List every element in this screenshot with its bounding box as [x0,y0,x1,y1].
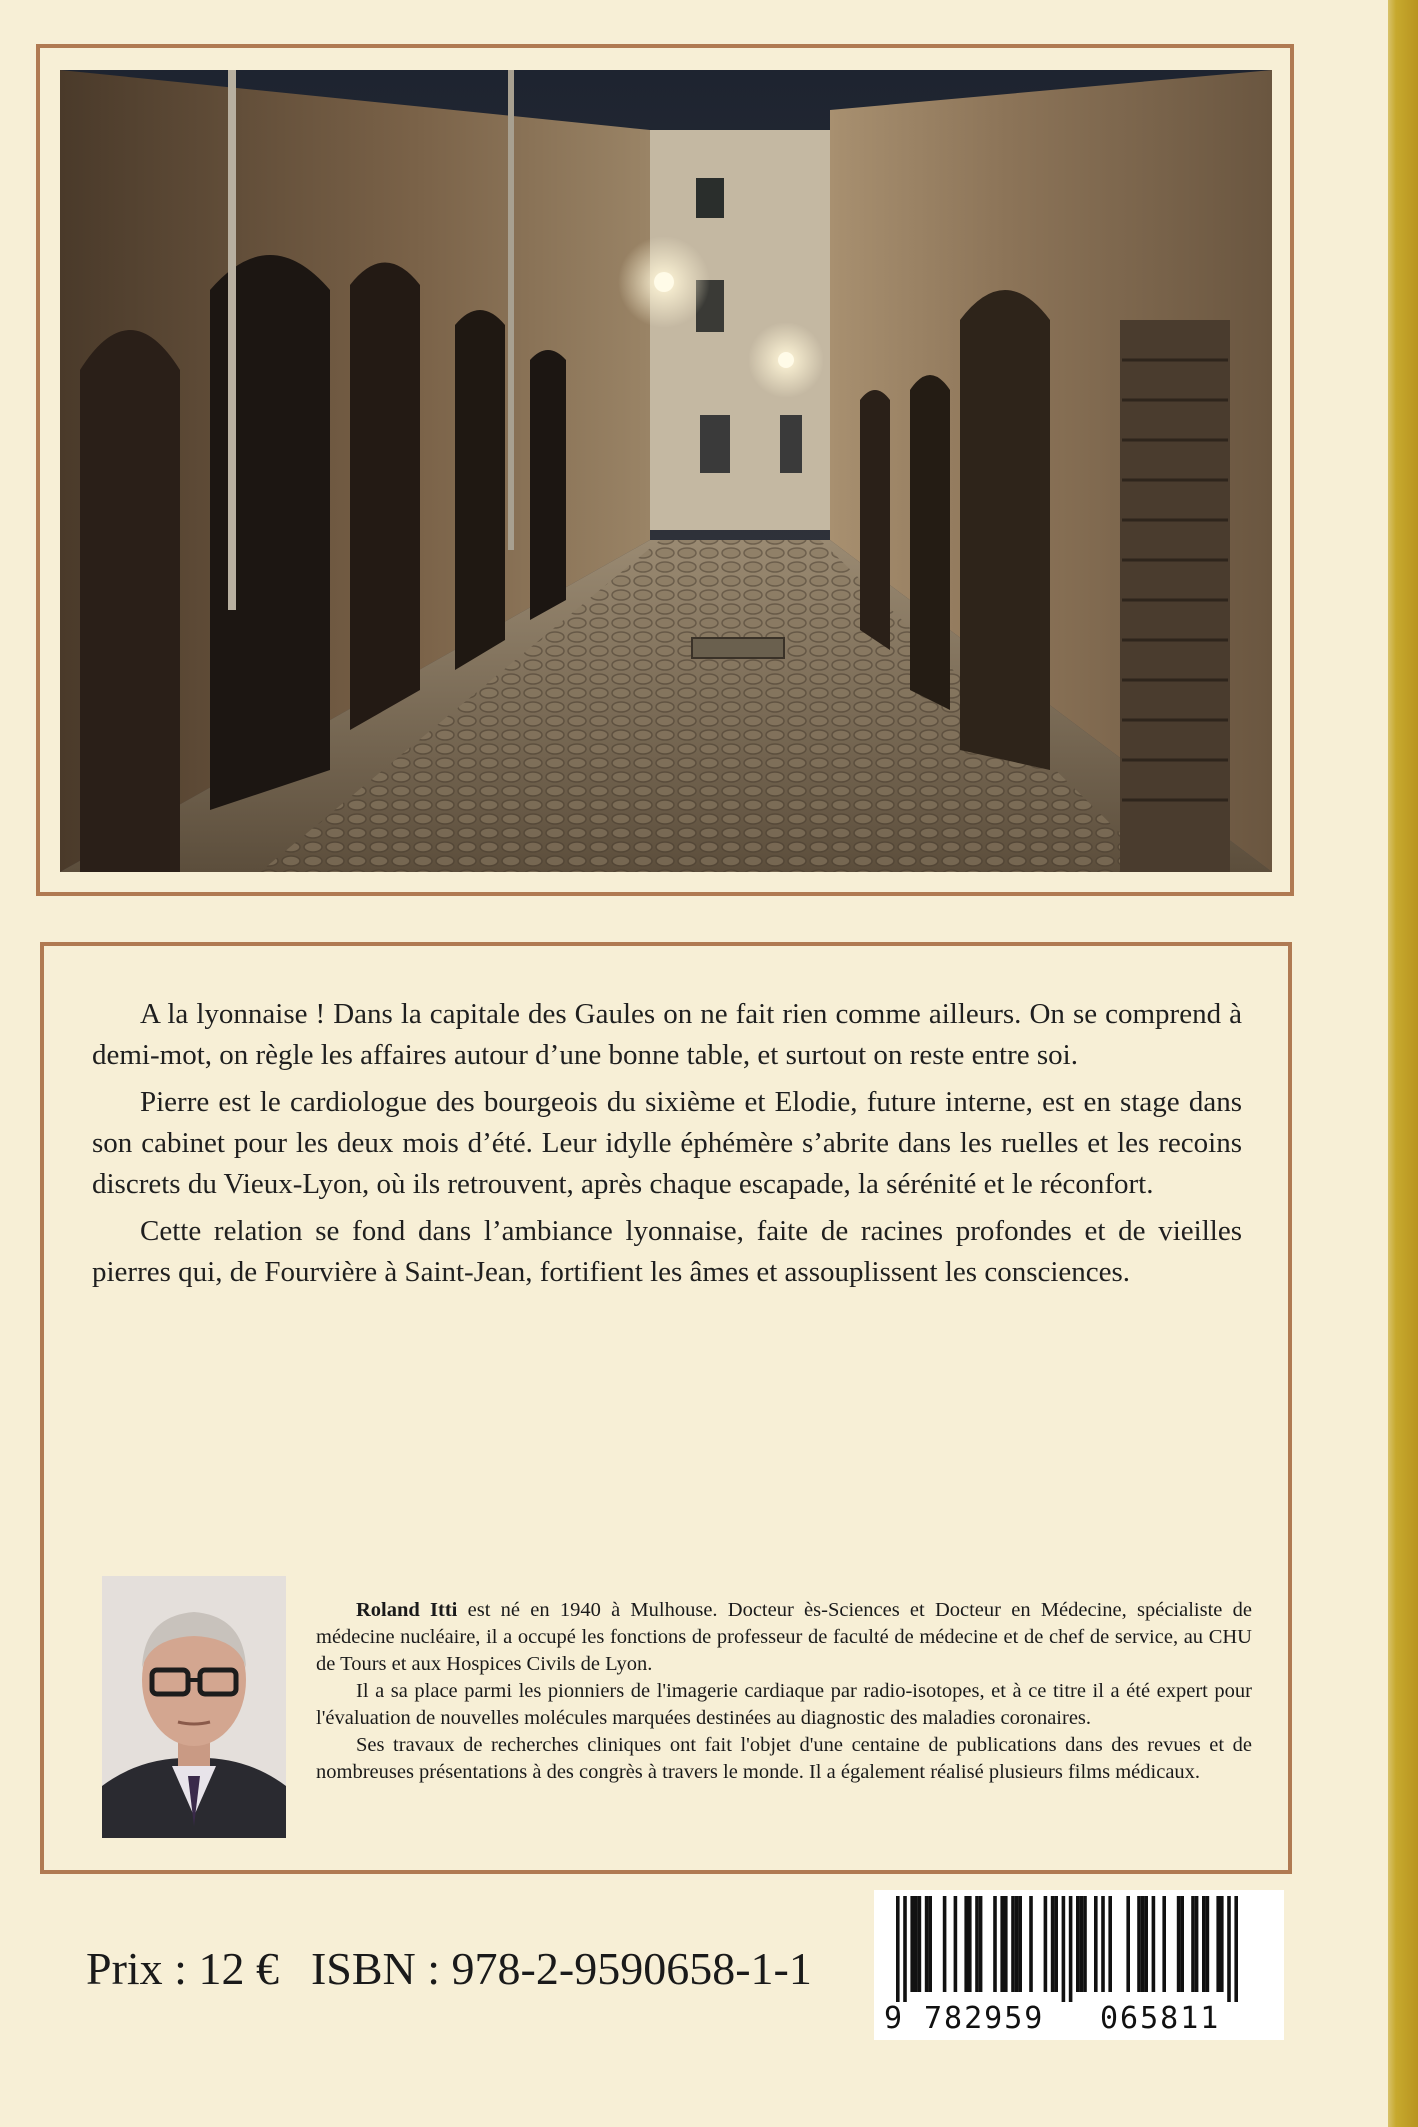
barcode-bar [1069,1896,1073,2002]
barcode-bar [1062,1896,1066,2002]
author-portrait [102,1576,286,1838]
barcode-bar [910,1896,914,1992]
barcode-bar [1234,1896,1238,2002]
isbn-barcode [874,1890,1284,2040]
barcode-lead-digit: 9 [884,2001,903,2036]
barcode-bar [979,1896,983,1992]
bio-paragraph [316,1597,1252,1678]
author-name: Roland Itti [356,1599,458,1621]
price-isbn-line [86,1942,812,1995]
barcode-bar [1177,1896,1181,1992]
barcode-bar [1220,1896,1224,1992]
barcode-bar [914,1896,918,1992]
barcode-bar [1051,1896,1055,1992]
barcode-left-digits: 782959 [924,2001,1045,2036]
barcode-bar [1195,1896,1199,1992]
barcode-bars [874,1890,1284,2002]
barcode-bar [1108,1896,1112,1992]
barcode-bar [896,1896,900,2002]
barcode-bar [1004,1896,1008,1992]
barcode-bar [1018,1896,1022,1992]
barcode-bar [1162,1896,1166,1992]
barcode-bar [1094,1896,1098,1992]
barcode-bar [993,1896,997,1992]
barcode-bar [1216,1896,1220,1992]
book-blurb [92,994,1242,1299]
barcode-bar [1076,1896,1080,1992]
barcode-bar [1029,1896,1033,1992]
barcode-right-digits: 065811 [1100,2001,1221,2036]
barcode-bar [1144,1896,1148,1992]
bio-paragraph: Il a sa place parmi les pionniers de l'imagerie cardiaque par radio-isotopes, et à ce titre il a été expert pour l'évaluation de nouvelles molécules marquées destinées au diagnostic des maladies coronaires. [316,1680,1252,1729]
barcode-bar [1015,1896,1019,1992]
barcode-bar [1080,1896,1084,1992]
barcode-bar [964,1896,968,1992]
barcode-bar [1126,1896,1130,1992]
barcode-bar [1141,1896,1145,1992]
spine-edge [1388,0,1418,2127]
bio-text: est né en 1940 à Mulhouse. Docteur ès-Sciences et Docteur en Médecine, spécialiste de médecine nucléaire, il a occupé les fonctions de professeur de faculté de médecine et de chef de service, au CHU de Tours et aux Hospices Civils de Lyon. [316,1599,1252,1675]
barcode-bar [1206,1896,1210,1992]
barcode-bar [928,1896,932,1992]
night-alley-photo [60,70,1272,872]
price-label: Prix : 12 € [86,1943,279,1994]
bio-paragraph: Ses travaux de recherches cliniques ont fait l'objet d'une centaine de publications dans des revues et de nombreuses présentations à des congrès à travers le monde. Il a également réalisé plusieurs films médicaux. [316,1734,1252,1783]
author-bio [316,1597,1252,1786]
barcode-bar [1191,1896,1195,1992]
barcode-bar [1044,1896,1048,1992]
barcode-bar [1083,1896,1087,1992]
barcode-bar [1101,1896,1105,1992]
barcode-bar [925,1896,929,1992]
blurb-paragraph: A la lyonnaise ! Dans la capitale des Gaules on ne fait rien comme ailleurs. On se comprend à demi-mot, on règle les affaires autour d’une bonne table, et surtout on reste entre soi. [92,998,1242,1071]
barcode-bar [968,1896,972,1992]
isbn-label: ISBN : 978-2-9590658-1-1 [310,1943,812,1994]
blurb-paragraph: Pierre est le cardiologue des bourgeois du sixième et Elodie, future interne, est en stage dans son cabinet pour les deux mois d’été. Leur idylle éphémère s’abrite dans les ruelles et les recoins discrets du Vieux-Lyon, où ils retrouvent, après chaque escapade, la sérénité et le réconfort. [92,1086,1242,1200]
back-cover-text-frame [40,942,1292,1874]
barcode-bar [975,1896,979,1992]
barcode-bar [943,1896,947,1992]
barcode-bar [1152,1896,1156,1992]
barcode-bar [1011,1896,1015,1992]
blurb-paragraph: Cette relation se fond dans l’ambiance lyonnaise, faite de racines profondes et de vieilles pierres qui, de Fourvière à Saint-Jean, fortifient les âmes et assouplissent les consciences. [92,1215,1242,1288]
barcode-bar [918,1896,922,1992]
barcode-bar [1137,1896,1141,1992]
barcode-bar [1000,1896,1004,1992]
barcode-bar [903,1896,907,2002]
barcode-bar [1202,1896,1206,1992]
barcode-bar [1180,1896,1184,1992]
barcode-bar [1054,1896,1058,1992]
cover-photo-frame [36,44,1294,896]
barcode-bar [1227,1896,1231,2002]
barcode-bar [954,1896,958,1992]
